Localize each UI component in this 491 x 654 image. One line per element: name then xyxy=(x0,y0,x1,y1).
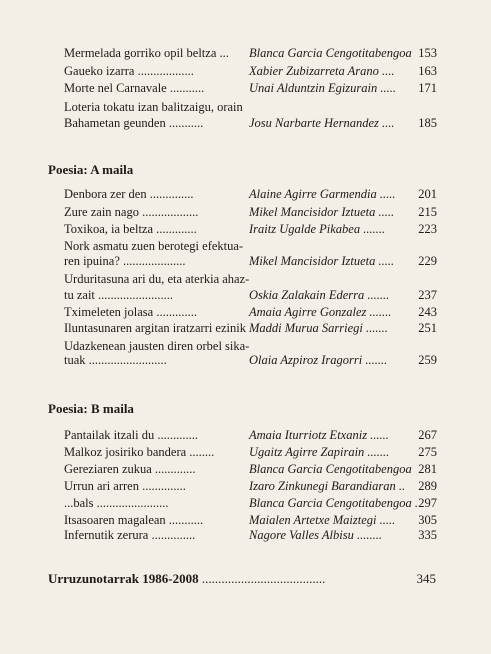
final-entry-title: Urruzunotarrak 1986-2008 xyxy=(48,571,199,586)
toc-entry xyxy=(0,352,491,368)
entry-author: Ugaitz Agirre Zapirain ....... xyxy=(249,445,390,459)
toc-entry xyxy=(0,271,491,287)
entry-author: Josu Narbarte Hernandez .... xyxy=(249,116,395,130)
entry-title: Udazkenean jausten diren orbel sika- xyxy=(64,339,250,353)
entry-title: Urduritasuna ari du, eta aterkia ahaz- xyxy=(64,272,250,286)
entry-title: Malkoz josiriko bandera ........ xyxy=(64,445,215,459)
toc-entry xyxy=(0,45,491,61)
toc-entry xyxy=(0,495,491,511)
entry-page-number: 163 xyxy=(418,64,437,78)
toc-entry xyxy=(0,204,491,220)
toc-entry xyxy=(0,80,491,96)
toc-entry xyxy=(0,186,491,202)
entry-page-number: 153 xyxy=(418,46,437,60)
entry-page-number: 171 xyxy=(418,81,437,95)
toc-entry xyxy=(0,63,491,79)
section-heading-poesia-b: Poesia: B maila xyxy=(48,401,134,416)
entry-title: Loteria tokatu izan balitzaigu, orain xyxy=(64,100,243,114)
final-entry-leader: ...................................... xyxy=(201,571,326,586)
entry-page-number: 267 xyxy=(418,428,437,442)
entry-title: Mermelada gorriko opil beltza ... xyxy=(64,46,229,60)
entry-title: Toxikoa, ia beltza ............. xyxy=(64,222,197,236)
entry-page-number: 335 xyxy=(418,528,437,542)
toc-entry xyxy=(0,527,491,543)
entry-title: Morte nel Carnavale ........... xyxy=(64,81,205,95)
entry-title: Tximeleten jolasa ............. xyxy=(64,305,197,319)
entry-page-number: 223 xyxy=(418,222,437,236)
entry-page-number: 185 xyxy=(418,116,437,130)
entry-title: Zure zain nago .................. xyxy=(64,205,199,219)
entry-page-number: 297 xyxy=(418,496,437,510)
entry-page-number: 251 xyxy=(418,321,437,335)
entry-author: Blanca Garcia Cengotitabengoa xyxy=(249,46,412,60)
toc-entry xyxy=(0,461,491,477)
entry-title: Iluntasunaren argitan iratzarri ezinik xyxy=(64,321,246,335)
toc-entry xyxy=(0,221,491,237)
entry-page-number: 289 xyxy=(418,479,437,493)
entry-title: tuak ......................... xyxy=(64,353,167,367)
entry-author: Izaro Zinkunegi Barandiaran .. xyxy=(249,479,406,493)
final-entry-page: 345 xyxy=(416,571,436,586)
entry-author: Maialen Artetxe Maiztegi ..... xyxy=(249,513,396,527)
entry-title: Urrun ari arren .............. xyxy=(64,479,186,493)
entry-author: Mikel Mancisidor Iztueta ..... xyxy=(249,254,395,268)
toc-entry xyxy=(0,253,491,269)
entry-page-number: 275 xyxy=(418,445,437,459)
entry-author: Amaia Iturriotz Etxaniz ...... xyxy=(249,428,389,442)
entry-author: Xabier Zubizarreta Arano .... xyxy=(249,64,395,78)
entry-page-number: 229 xyxy=(418,254,437,268)
entry-page-number: 201 xyxy=(418,187,437,201)
entry-page-number: 259 xyxy=(418,353,437,367)
entry-page-number: 305 xyxy=(418,513,437,527)
entry-title: Gaueko izarra .................. xyxy=(64,64,194,78)
entry-author: Blanca Garcia Cengotitabengoa xyxy=(249,462,412,476)
entry-title: Itsasoaren magalean ........... xyxy=(64,513,204,527)
entry-page-number: 215 xyxy=(418,205,437,219)
entry-page-number: 243 xyxy=(418,305,437,319)
toc-entry xyxy=(0,427,491,443)
entry-title: tu zait ........................ xyxy=(64,288,174,302)
section-heading-poesia-a: Poesia: A maila xyxy=(48,162,134,177)
entry-author: Olaia Azpiroz Iragorri ....... xyxy=(249,353,388,367)
entry-author: Iraitz Ugalde Pikabea ....... xyxy=(249,222,386,236)
entry-title: Bahametan geunden ........... xyxy=(64,116,204,130)
entry-title: ren ipuina? .................... xyxy=(64,254,186,268)
entry-author: Oskia Zalakain Ederra ....... xyxy=(249,288,390,302)
entry-author: Maddi Murua Sarriegi ....... xyxy=(249,321,388,335)
toc-entry xyxy=(0,304,491,320)
entry-title: Gereziaren zukua ............. xyxy=(64,462,196,476)
toc-entry xyxy=(0,444,491,460)
entry-title: Infernutik zerura .............. xyxy=(64,528,196,542)
entry-title: Denbora zer den .............. xyxy=(64,187,194,201)
entry-title: ...bals ....................... xyxy=(64,496,169,510)
entry-title: Pantailak itzali du ............. xyxy=(64,428,199,442)
entry-page-number: 237 xyxy=(418,288,437,302)
entry-author: Alaine Agirre Garmendia ..... xyxy=(249,187,396,201)
toc-entry-urruzunotarrak xyxy=(48,571,440,587)
toc-entry xyxy=(0,320,491,336)
entry-page-number: 281 xyxy=(418,462,437,476)
entry-author: Blanca Garcia Cengotitabengoa . xyxy=(249,496,418,510)
toc-entry xyxy=(0,287,491,303)
entry-author: Amaia Agirre Gonzalez ....... xyxy=(249,305,392,319)
entry-author: Mikel Mancisidor Iztueta ..... xyxy=(249,205,395,219)
toc-entry xyxy=(0,99,491,115)
toc-entry xyxy=(0,238,491,254)
toc-entry xyxy=(0,115,491,131)
entry-title: Nork asmatu zuen berotegi efektua- xyxy=(64,239,244,253)
toc-entry xyxy=(0,512,491,528)
entry-author: Unai Alduntzin Egizurain ..... xyxy=(249,81,397,95)
toc-entry xyxy=(0,478,491,494)
entry-author: Nagore Valles Albisu ........ xyxy=(249,528,382,542)
